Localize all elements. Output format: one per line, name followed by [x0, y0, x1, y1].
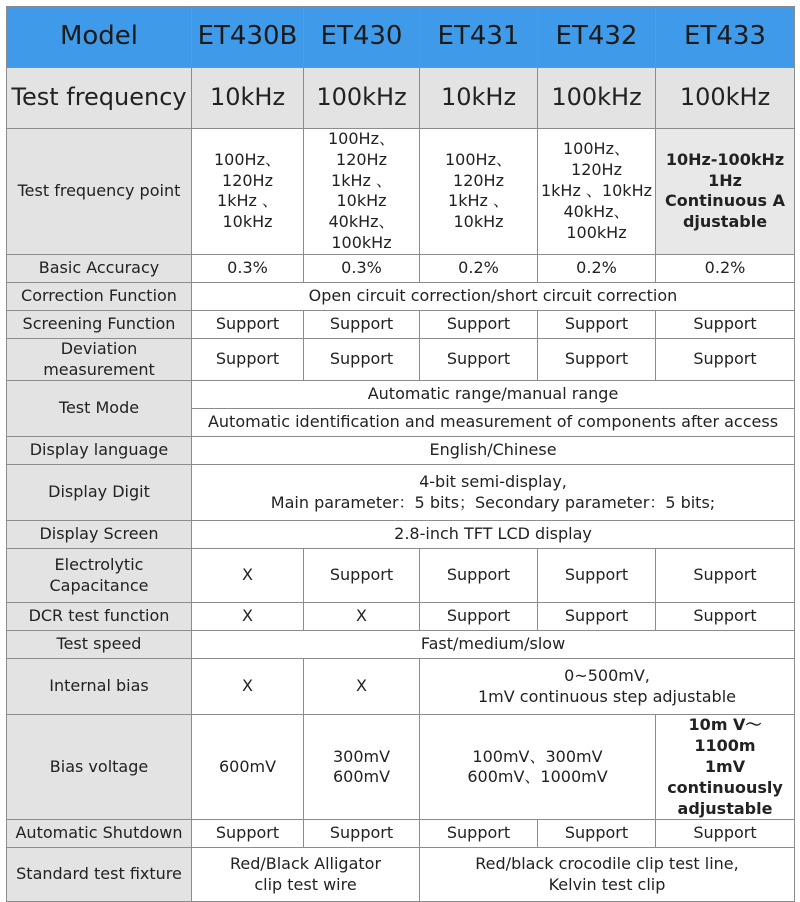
row-label: Automatic Shutdown [7, 820, 192, 848]
cell: 100mV、300mV 600mV、1000mV [420, 715, 656, 820]
cell: Support [304, 310, 420, 338]
model-name: ET431 [420, 7, 538, 68]
row-label: Electrolytic Capacitance [7, 549, 192, 603]
cell: X [304, 659, 420, 715]
test-speed-row [7, 631, 795, 659]
cell: Red/Black Alligator clip test wire [192, 848, 420, 902]
model-label: Model [7, 7, 192, 68]
row-label: Display Digit [7, 465, 192, 521]
model-name: ET432 [538, 7, 656, 68]
cell: 100kHz [304, 68, 420, 129]
cell: Fast/medium/slow [192, 631, 795, 659]
row-label: DCR test function [7, 603, 192, 631]
deviation-measurement-row [7, 338, 795, 381]
display-screen-row [7, 521, 795, 549]
cell: 0.3% [304, 254, 420, 282]
cell: 2.8-inch TFT LCD display [192, 521, 795, 549]
cell: 10Hz-100kHz 1Hz Continuous A djustable [656, 129, 795, 255]
row-label: Display Screen [7, 521, 192, 549]
header-row [7, 7, 795, 68]
cell: Support [420, 549, 538, 603]
cell: 10kHz [420, 68, 538, 129]
cell: 0~500mV, 1mV continuous step adjustable [420, 659, 795, 715]
dcr-test-function-row [7, 603, 795, 631]
cell: 100kHz [538, 68, 656, 129]
screening-function-row [7, 310, 795, 338]
cell: Support [656, 549, 795, 603]
cell: 100Hz、120Hz 1kHz 、 10kHz [192, 129, 304, 255]
cell: X [304, 603, 420, 631]
row-label: Deviation measurement [7, 338, 192, 381]
cell: X [192, 549, 304, 603]
spec-comparison-table [6, 6, 795, 902]
row-label: Test speed [7, 631, 192, 659]
cell: Support [656, 603, 795, 631]
cell: Support [192, 820, 304, 848]
test-mode-row [7, 381, 795, 409]
cell: 100Hz、120Hz 1kHz 、 10kHz [420, 129, 538, 255]
row-label: Test frequency [7, 68, 192, 129]
cell: Support [304, 820, 420, 848]
test-frequency-point-row [7, 129, 795, 255]
correction-function-row [7, 282, 795, 310]
display-language-row [7, 437, 795, 465]
cell: 0.3% [192, 254, 304, 282]
row-label: Correction Function [7, 282, 192, 310]
row-label: Test frequency point [7, 129, 192, 255]
cell: 0.2% [420, 254, 538, 282]
standard-test-fixture-row [7, 848, 795, 902]
row-label: Standard test fixture [7, 848, 192, 902]
cell: Support [538, 603, 656, 631]
row-label: Basic Accuracy [7, 254, 192, 282]
internal-bias-row [7, 659, 795, 715]
cell: Support [304, 338, 420, 381]
cell: Support [192, 310, 304, 338]
cell: 300mV 600mV [304, 715, 420, 820]
cell: Support [420, 603, 538, 631]
bias-voltage-row [7, 715, 795, 820]
cell: English/Chinese [192, 437, 795, 465]
test-frequency-row [7, 68, 795, 129]
electrolytic-capacitance-row [7, 549, 795, 603]
row-label: Screening Function [7, 310, 192, 338]
cell: Support [538, 310, 656, 338]
cell: X [192, 659, 304, 715]
row-label: Bias voltage [7, 715, 192, 820]
cell: Support [420, 338, 538, 381]
cell: 600mV [192, 715, 304, 820]
cell: 0.2% [538, 254, 656, 282]
model-name: ET430 [304, 7, 420, 68]
cell: Support [656, 310, 795, 338]
cell: Support [656, 820, 795, 848]
row-label: Display language [7, 437, 192, 465]
model-name: ET430B [192, 7, 304, 68]
cell: Automatic range/manual range [192, 381, 795, 409]
cell: 4-bit semi-display, Main parameter：5 bits；Secondary parameter：5 bits; [192, 465, 795, 521]
cell: 0.2% [656, 254, 795, 282]
cell: X [192, 603, 304, 631]
cell: 100Hz、120Hz 1kHz 、10kHz 40kHz、100kHz [538, 129, 656, 255]
cell: Support [420, 820, 538, 848]
cell: 100kHz [656, 68, 795, 129]
cell: Open circuit correction/short circuit correction [192, 282, 795, 310]
cell: Red/black crocodile clip test line, Kelvin test clip [420, 848, 795, 902]
cell: Support [420, 310, 538, 338]
cell: 10kHz [192, 68, 304, 129]
cell: Automatic identification and measurement of components after access [192, 409, 795, 437]
basic-accuracy-row [7, 254, 795, 282]
cell: 100Hz、120Hz 1kHz 、10kHz 40kHz、100kHz [304, 129, 420, 255]
cell: Support [192, 338, 304, 381]
automatic-shutdown-row [7, 820, 795, 848]
model-name: ET433 [656, 7, 795, 68]
cell: Support [538, 338, 656, 381]
row-label: Internal bias [7, 659, 192, 715]
cell: Support [538, 820, 656, 848]
display-digit-row [7, 465, 795, 521]
row-label: Test Mode [7, 381, 192, 437]
cell: Support [304, 549, 420, 603]
cell: Support [656, 338, 795, 381]
cell: Support [538, 549, 656, 603]
cell: 10m V～1100m 1mV continuously adjustable [656, 715, 795, 820]
